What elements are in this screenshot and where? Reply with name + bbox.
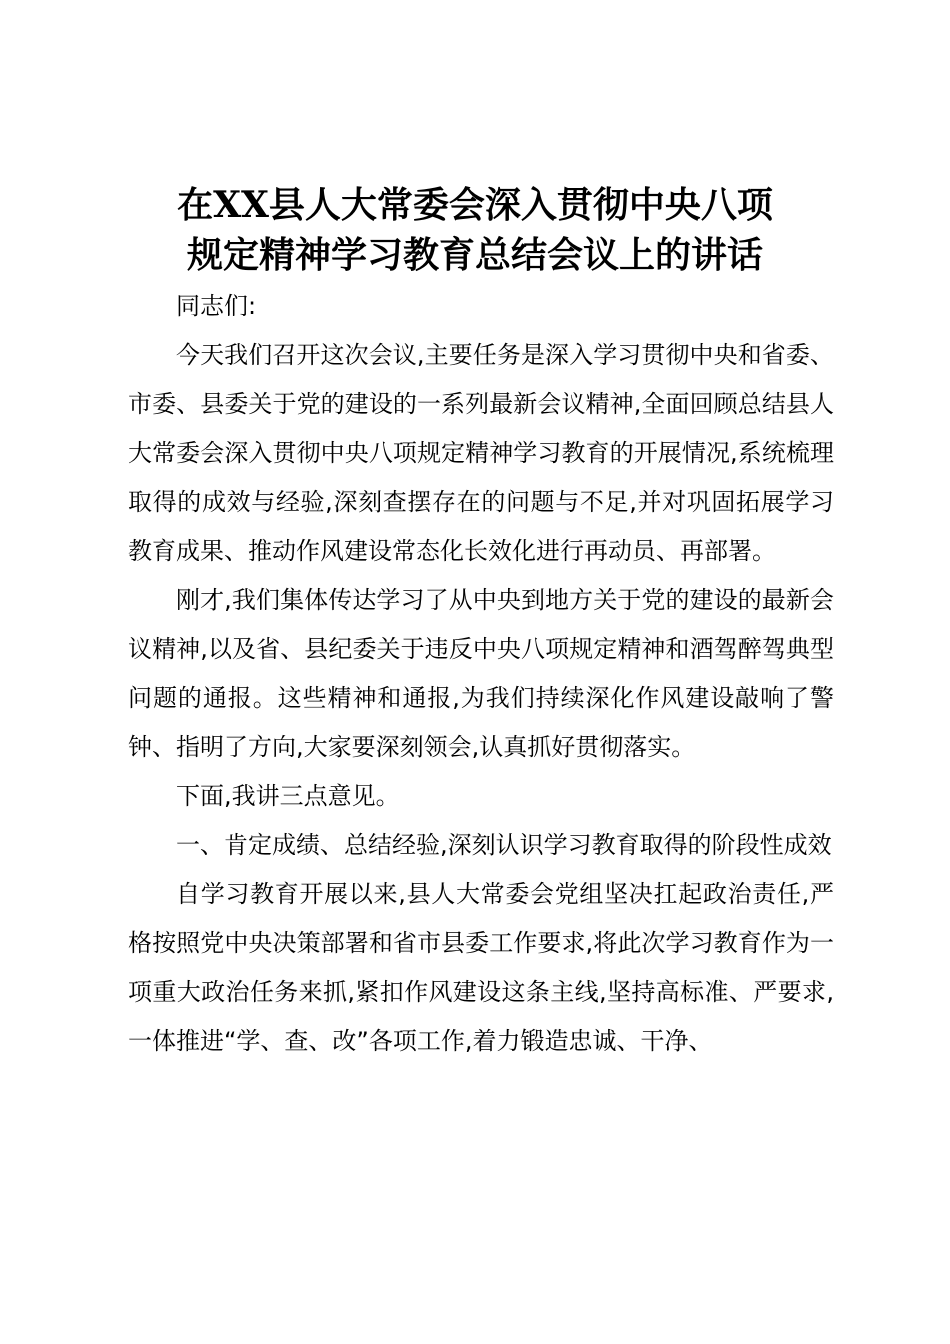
document-title [100, 180, 850, 280]
title-line-2: 规定精神学习教育总结会议上的讲话 [186, 234, 763, 276]
paragraph-section-1: 自学习教育开展以来,县人大常委会党组坚决扛起政治责任,严格按照党中央决策部署和省市县委工作要求,将此次学习教育作为一项重大政治任务来抓,紧扣作风建设这条主线,坚持高标准、严要求,一体推进“学、查、改”各项工作,着力锻造忠诚、干净、 [128, 880, 834, 1055]
title-line-1: 在XX县人大常委会深入贯彻中央八项 [177, 184, 773, 226]
section-heading-1: 一、肯定成绩、总结经验,深刻认识学习教育取得的阶段性成效 [176, 831, 832, 859]
paragraph-outline: 下面,我讲三点意见。 [176, 782, 400, 810]
document-body [128, 282, 834, 1066]
paragraph-intro: 今天我们召开这次会议,主要任务是深入学习贯彻中央和省委、市委、县委关于党的建设的一系列最新会议精神,全面回顾总结县人大常委会深入贯彻中央八项规定精神学习教育的开展情况,系统梳理取得的成效与经验,深刻查摆存在的问题与不足,并对巩固拓展学习教育成果、推动作风建设常态化长效化进行再动员、再部署。 [128, 341, 834, 565]
paragraph-review: 刚才,我们集体传达学习了从中央到地方关于党的建设的最新会议精神,以及省、县纪委关于违反中央八项规定精神和酒驾醉驾典型问题的通报。这些精神和通报,为我们持续深化作风建设敲响了警钟、指明了方向,大家要深刻领会,认真抓好贯彻落实。 [128, 586, 834, 761]
greeting: 同志们: [176, 292, 257, 320]
